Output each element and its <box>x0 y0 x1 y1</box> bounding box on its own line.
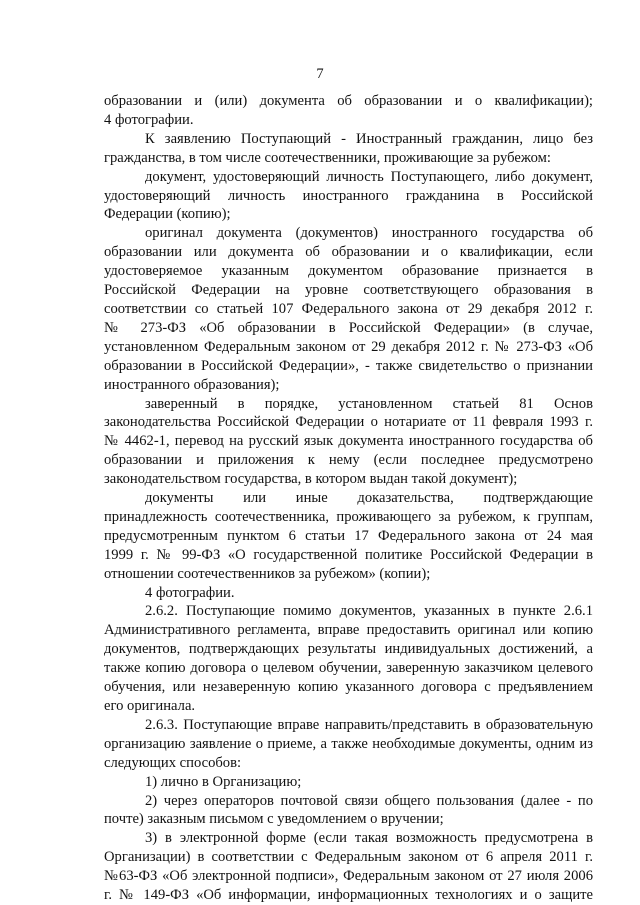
text-line: №63-ФЗ «Об электронной подписи», Федеральным законом от 27 июля 2006 <box>104 868 593 885</box>
paragraph <box>104 130 593 168</box>
text-line: Административного регламента, вправе предоставить оригинал или копию <box>104 622 593 639</box>
text-line: образовании и (или) документа об образовании и о квалификации); <box>104 93 593 109</box>
text-line: удостоверяющий личность иностранного гражданина в Российской <box>104 187 593 204</box>
text-line: заверенный в порядке, установленном статьей 81 Основ <box>145 395 593 412</box>
text-line: отношении соотечественников за рубежом» (копии); <box>104 565 431 582</box>
paragraph <box>104 584 593 603</box>
text-line: иностранного образования); <box>104 376 280 393</box>
page-number: 7 <box>316 66 324 82</box>
text-line: следующих способов: <box>104 754 242 771</box>
text-line: документ, удостоверяющий личность Поступающего, либо документ, <box>145 168 593 185</box>
text-line: образовании и приложения к нему (если последнее предусмотрено <box>104 452 593 469</box>
text-line: почте) заказным письмом с уведомлением о вручении; <box>104 811 444 828</box>
text-line: обучения, или незаверенную копию указанного договора с предъявлением <box>104 679 593 696</box>
text-line: К заявлению Поступающий - Иностранный гражданин, лицо без <box>145 130 593 147</box>
paragraph <box>104 773 593 792</box>
text-line: образовании в Российской Федерации», - также свидетельство о признании <box>104 357 593 374</box>
text-line: также копию договора о целевом обучении, заверенную заказчиком целевого <box>104 660 593 677</box>
text-line: его оригинала. <box>104 698 196 714</box>
text-line: образовании или документа об образовании и о квалификации, если <box>104 244 593 261</box>
text-line: организацию заявление о приеме, а также необходимые документы, одним из <box>104 735 593 752</box>
paragraph <box>104 602 593 715</box>
paragraph <box>104 792 593 830</box>
paragraph <box>104 168 593 225</box>
paragraph <box>104 716 593 773</box>
paragraph <box>104 395 593 490</box>
paragraph <box>104 829 593 905</box>
text-line: Организации) в соответствии с Федеральным законом от 6 апреля 2011 г. <box>104 849 593 866</box>
text-line: 4 фотографии. <box>104 111 194 128</box>
text-line: 1999 г. № 99-ФЗ «О государственной политике Российской Федерации в <box>104 546 593 563</box>
text-line: соответствии со статьей 107 Федерального закона от 29 декабря 2012 г. <box>104 300 593 317</box>
text-line: 3) в электронной форме (если такая возможность предусмотрена в <box>145 830 593 847</box>
text-line: удостоверяемое указанным документом образование признается в <box>104 263 593 280</box>
text-line: № 273-ФЗ «Об образовании в Российской Федерации» (в случае, <box>104 319 593 336</box>
text-line: Российской Федерации на уровне соответствующего образования в <box>104 282 593 299</box>
text-line: Федерации (копию); <box>104 206 231 223</box>
text-line: г. № 149-ФЗ «Об информации, информационных технологиях и о защите <box>104 887 593 904</box>
text-line: документы или иные доказательства, подтверждающие <box>145 490 593 507</box>
text-line: гражданства, в том числе соотечественники, проживающие за рубежом: <box>104 149 551 166</box>
text-line: документов, подтверждающих результаты индивидуальных достижений, а <box>104 641 593 658</box>
text-line: законодательством государства, в котором выдан такой документ); <box>104 471 518 488</box>
paragraph <box>104 92 593 130</box>
text-line: установленном Федеральным законом от 29 декабря 2012 г. № 273-ФЗ «Об <box>104 338 593 355</box>
text-line: № 4462-1, перевод на русский язык документа иностранного государства об <box>104 433 593 450</box>
text-line: 4 фотографии. <box>145 584 235 601</box>
document-body <box>104 92 593 905</box>
text-line: 2.6.3. Поступающие вправе направить/представить в образовательную <box>145 716 593 733</box>
text-line: законодательства Российской Федерации о нотариате от 11 февраля 1993 г. <box>104 414 593 431</box>
text-line: оригинал документа (документов) иностранного государства об <box>145 225 593 242</box>
text-line: 1) лично в Организацию; <box>145 773 302 790</box>
text-line: 2) через операторов почтовой связи общего пользования (далее - по <box>145 792 593 809</box>
text-line: 2.6.2. Поступающие помимо документов, указанных в пункте 2.6.1 <box>145 603 593 620</box>
text-line: предусмотренным пунктом 6 статьи 17 Федерального закона от 24 мая <box>104 527 593 544</box>
paragraph <box>104 224 593 394</box>
text-line: принадлежность соотечественника, проживающего за рубежом, к группам, <box>104 508 593 525</box>
paragraph <box>104 489 593 584</box>
